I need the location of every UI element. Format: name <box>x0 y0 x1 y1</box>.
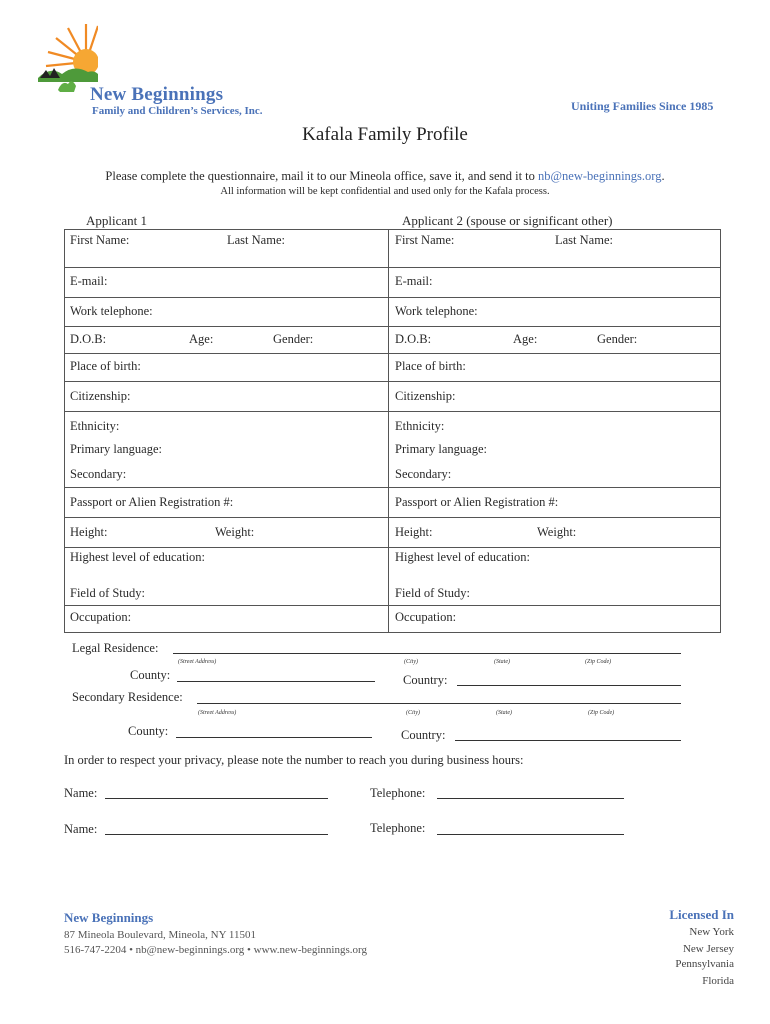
a1-occupation-field[interactable]: Occupation: <box>65 606 389 633</box>
a1-education-cell[interactable]: Highest level of education: Field of Study: <box>65 548 389 606</box>
secondary-residence-label: Secondary Residence: <box>72 690 183 704</box>
footer-org-name: New Beginnings <box>64 910 154 925</box>
country-line[interactable] <box>457 685 681 686</box>
a1-place-of-birth-field[interactable]: Place of birth: <box>65 354 389 382</box>
applicant-form-table <box>64 229 721 633</box>
county-line[interactable] <box>176 737 372 738</box>
a2-place-of-birth-field[interactable]: Place of birth: <box>389 354 721 382</box>
a2-email-field[interactable]: E-mail: <box>389 268 721 298</box>
telephone-line[interactable] <box>437 834 624 835</box>
telephone-line[interactable] <box>437 798 624 799</box>
licensed-state: New Jersey <box>682 943 734 955</box>
name-line[interactable] <box>105 834 328 835</box>
state-hint: (State) <box>496 710 512 716</box>
applicant-1-heading: Applicant 1 <box>86 213 148 228</box>
licensed-state: New York <box>689 926 734 938</box>
country-label: Country: <box>403 673 448 687</box>
new-beginnings-logo <box>28 20 98 100</box>
secondary-residence-line[interactable] <box>197 703 681 704</box>
country-line[interactable] <box>455 740 681 741</box>
county-label: County: <box>130 668 171 682</box>
email-link[interactable]: nb@new-beginnings.org <box>538 169 662 183</box>
a1-work-telephone-field[interactable]: Work telephone: <box>65 298 389 327</box>
a1-passport-field[interactable]: Passport or Alien Registration #: <box>65 488 389 518</box>
footer-address: 87 Mineola Boulevard, Mineola, NY 11501 <box>64 929 256 941</box>
a2-citizenship-field[interactable]: Citizenship: <box>389 382 721 412</box>
legal-residence-line[interactable] <box>173 653 681 654</box>
name-label: Name: <box>64 786 98 800</box>
a1-name-cell[interactable]: First Name: Last Name: <box>65 230 389 268</box>
a1-dob-age-gender-cell[interactable]: D.O.B: Age: Gender: <box>65 327 389 354</box>
zip-hint: (Zip Code) <box>585 659 612 665</box>
confidentiality-note: All information will be kept confidential and used only for the Kafala process. <box>220 186 550 197</box>
telephone-label: Telephone: <box>370 821 426 835</box>
telephone-label: Telephone: <box>370 786 426 800</box>
tagline: Uniting Families Since 1985 <box>571 99 714 113</box>
licensed-state: Pennsylvania <box>675 958 734 970</box>
intro-instructions: Please complete the questionnaire, mail it to our Mineola office, save it, and send it to nb@new-beginnings.org. <box>105 169 665 183</box>
city-hint: (City) <box>404 659 418 665</box>
licensed-state: Florida <box>702 975 734 987</box>
a2-work-telephone-field[interactable]: Work telephone: <box>389 298 721 327</box>
a2-height-weight-cell[interactable]: Height: Weight: <box>389 518 721 548</box>
zip-hint: (Zip Code) <box>588 710 615 716</box>
brand-subtitle: Family and Children’s Services, Inc. <box>92 105 263 117</box>
name-line[interactable] <box>105 798 328 799</box>
a2-occupation-field[interactable]: Occupation: <box>389 606 721 633</box>
a1-citizenship-field[interactable]: Citizenship: <box>65 382 389 412</box>
county-label: County: <box>128 724 169 738</box>
name-label: Name: <box>64 822 98 836</box>
page-title: Kafala Family Profile <box>302 124 468 145</box>
privacy-note: In order to respect your privacy, please note the number to reach you during business hours: <box>64 753 524 767</box>
a2-dob-age-gender-cell[interactable]: D.O.B: Age: Gender: <box>389 327 721 354</box>
a2-name-cell[interactable]: First Name: Last Name: <box>389 230 721 268</box>
a2-passport-field[interactable]: Passport or Alien Registration #: <box>389 488 721 518</box>
a2-education-cell[interactable]: Highest level of education: Field of Study: <box>389 548 721 606</box>
legal-residence-label: Legal Residence: <box>72 641 159 655</box>
a1-height-weight-cell[interactable]: Height: Weight: <box>65 518 389 548</box>
brand-name: New Beginnings <box>90 84 224 105</box>
a1-email-field[interactable]: E-mail: <box>65 268 389 298</box>
a2-ethnicity-language-cell[interactable]: Ethnicity: Primary language: Secondary: <box>389 412 721 488</box>
applicant-2-heading: Applicant 2 (spouse or significant other) <box>402 213 613 228</box>
country-label: Country: <box>401 728 446 742</box>
footer-contact: 516-747-2204 • nb@new-beginnings.org • www.new-beginnings.org <box>64 944 367 956</box>
county-line[interactable] <box>177 681 375 682</box>
city-hint: (City) <box>406 710 420 716</box>
street-hint: (Street Address) <box>198 710 237 716</box>
state-hint: (State) <box>494 659 510 665</box>
street-hint: (Street Address) <box>178 659 217 665</box>
a1-ethnicity-language-cell[interactable]: Ethnicity: Primary language: Secondary: <box>65 412 389 488</box>
licensed-in-heading: Licensed In <box>669 907 734 922</box>
